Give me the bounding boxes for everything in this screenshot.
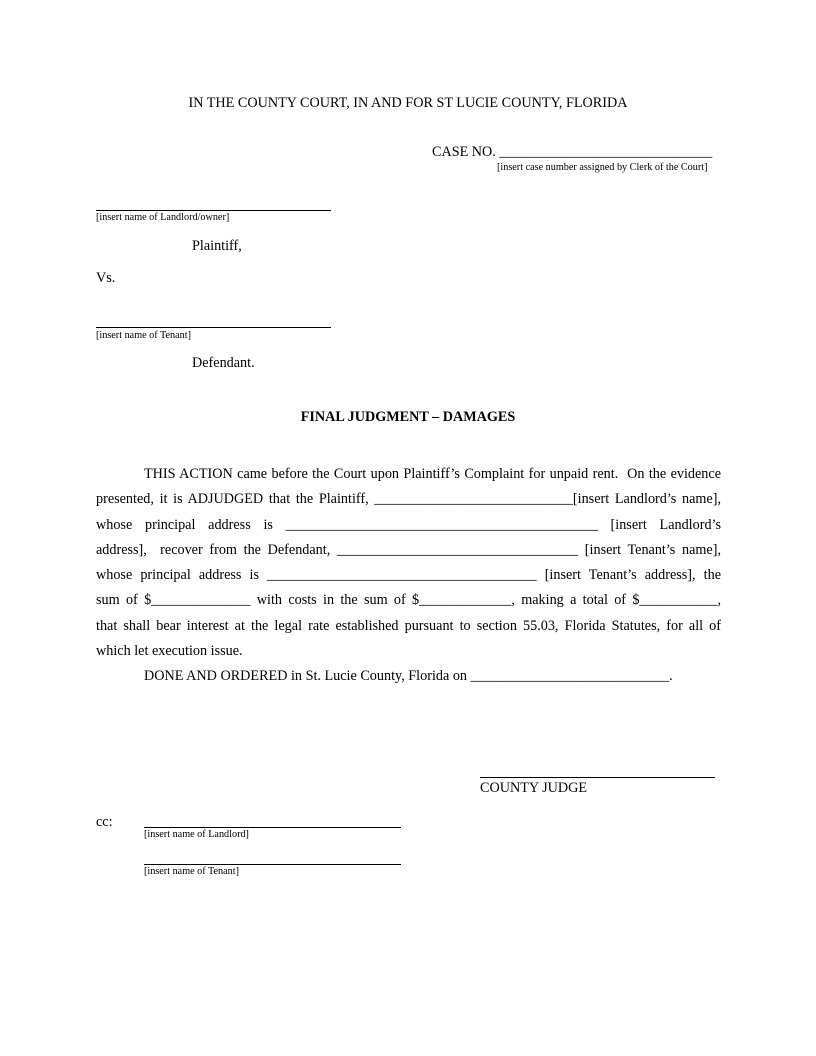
body-line: which let execution issue. <box>96 643 243 660</box>
cc-landlord-line[interactable] <box>144 827 401 828</box>
court-header: IN THE COUNTY COURT, IN AND FOR ST LUCIE COUNTY, FLORIDA <box>188 95 628 111</box>
judge-signature-line[interactable] <box>480 777 715 778</box>
case-number-field[interactable]: CASE NO. ______________________________ <box>432 144 713 160</box>
cc-landlord-hint: [insert name of Landlord] <box>144 829 249 840</box>
defendant-name-line[interactable] <box>96 327 331 328</box>
plaintiff-role: Plaintiff, <box>192 238 242 254</box>
body-line: that shall bear interest at the legal rate established pursuant to section 55.03, Florida Statutes, for all of <box>96 617 721 634</box>
body-line: THIS ACTION came before the Court upon Plaintiff’s Complaint for unpaid rent. On the evidence <box>144 466 721 482</box>
body-line[interactable]: presented, it is ADJUDGED that the Plaintiff, ____________________________[insert Landlord’s name], <box>96 491 721 508</box>
cc-tenant-line[interactable] <box>144 864 401 865</box>
document-title: FINAL JUDGMENT – DAMAGES <box>300 409 516 425</box>
body-line[interactable]: whose principal address is ______________________________________ [insert Tenant’s address], the <box>96 567 721 584</box>
body-line[interactable]: sum of $______________ with costs in the sum of $_____________, making a total of $___________, <box>96 592 721 609</box>
body-line[interactable]: address], recover from the Defendant, __________________________________ [insert Tenant’s name], <box>96 541 721 558</box>
case-number-hint: [insert case number assigned by Clerk of the Court] <box>497 162 708 173</box>
body-line[interactable]: whose principal address is ____________________________________________ [insert Landlord’s <box>96 516 721 533</box>
defendant-role: Defendant. <box>192 355 255 371</box>
cc-label: cc: <box>96 814 113 830</box>
done-ordered-line[interactable]: DONE AND ORDERED in St. Lucie County, Florida on ____________________________. <box>144 668 673 685</box>
versus-label: Vs. <box>96 270 116 286</box>
plaintiff-name-line[interactable] <box>96 210 331 211</box>
defendant-name-hint: [insert name of Tenant] <box>96 330 191 341</box>
cc-tenant-hint: [insert name of Tenant] <box>144 866 239 877</box>
judgment-body <box>96 462 721 690</box>
judge-label: COUNTY JUDGE <box>480 780 588 796</box>
plaintiff-name-hint: [insert name of Landlord/owner] <box>96 212 230 223</box>
